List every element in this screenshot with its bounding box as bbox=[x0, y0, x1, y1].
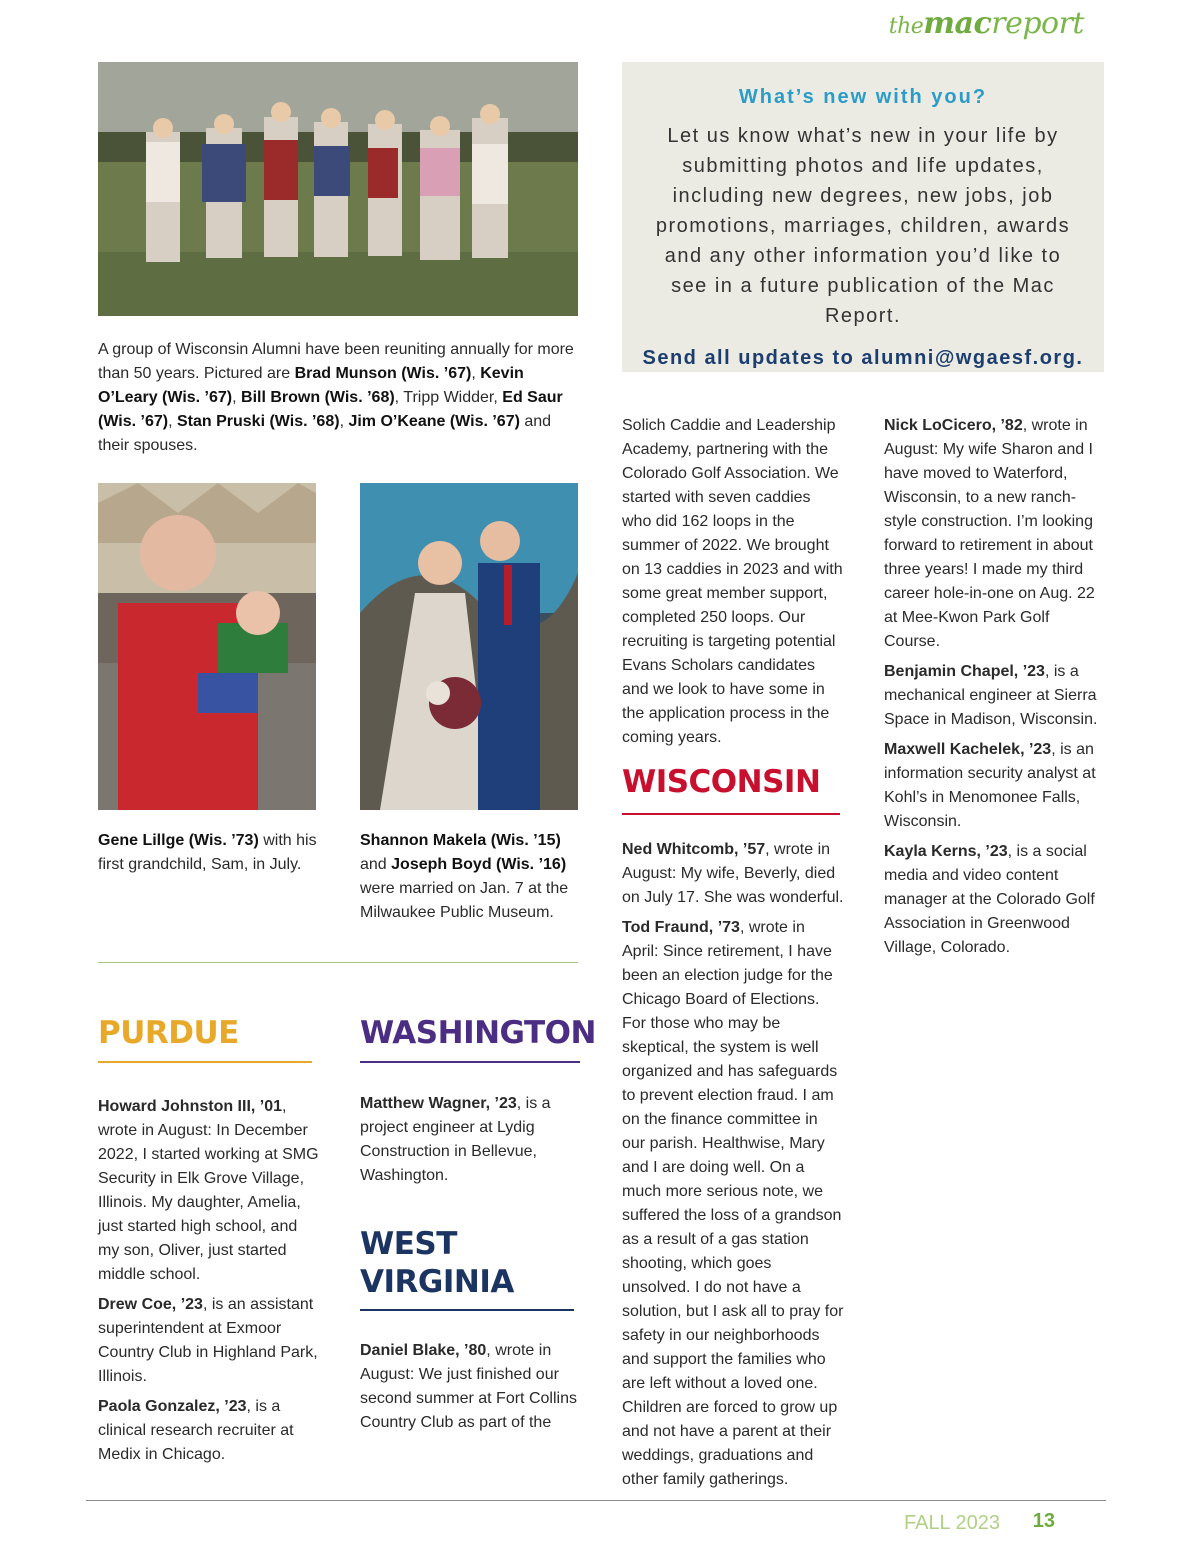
person-name: Brad Munson (Wis. ’67) bbox=[294, 365, 472, 382]
alumni-note bbox=[360, 1339, 582, 1435]
entry-text: , is an information security analyst at Kohl’s in Menomonee Falls, Wisconsin. bbox=[884, 741, 1096, 830]
masthead-logo: themacreport bbox=[888, 6, 1084, 41]
wedding-couple-photo bbox=[360, 483, 578, 810]
entry-text: and their spouses. bbox=[98, 413, 552, 454]
wisconsin-entries bbox=[622, 838, 844, 1498]
person-name: Howard Johnston III, ’01 bbox=[98, 1098, 283, 1115]
person-name: Ned Whitcomb, ’57 bbox=[622, 841, 766, 858]
person-name: Matthew Wagner, ’23 bbox=[360, 1095, 517, 1112]
entry-text: A group of Wisconsin Alumni have been reuniting annually for more than 50 years. Pictured are bbox=[98, 341, 574, 382]
entry-text: , wrote in August: We just finished our second summer at Fort Collins Country Club as part of the bbox=[360, 1342, 577, 1431]
person-name: Kevin O’Leary (Wis. ’67) bbox=[98, 365, 524, 406]
whats-new-callout bbox=[622, 62, 1104, 372]
purdue-heading-rule bbox=[98, 1061, 312, 1063]
entry-text: , is a project engineer at Lydig Construction in Bellevue, Washington. bbox=[360, 1095, 551, 1184]
wisconsin-alumni-group-photo bbox=[98, 62, 578, 316]
issue-label: FALL 2023 bbox=[903, 1512, 1000, 1534]
person-name: Maxwell Kachelek, ’23 bbox=[884, 741, 1052, 758]
entry-text: , is a clinical research recruiter at Medix in Chicago. bbox=[98, 1398, 294, 1463]
entry-text: , is a social media and video content manager at the Colorado Golf Association in Greenwood Village, Colorado. bbox=[884, 843, 1095, 956]
person-name: Gene Lillge (Wis. ’73) bbox=[98, 832, 259, 849]
alumni-note bbox=[884, 660, 1106, 732]
person-name: Drew Coe, ’23 bbox=[98, 1296, 203, 1313]
washington-heading: WASHINGTON bbox=[360, 1015, 596, 1051]
washington-heading-rule bbox=[360, 1061, 580, 1063]
entry-text: , is a mechanical engineer at Sierra Space in Madison, Wisconsin. bbox=[884, 663, 1098, 728]
entry-text: and bbox=[360, 856, 392, 873]
group-photo-caption bbox=[98, 338, 578, 458]
footer-rule bbox=[86, 1500, 1106, 1501]
alumni-note bbox=[622, 916, 844, 1492]
person-name: Tod Fraund, ’73 bbox=[622, 919, 740, 936]
entry-text: , is an assistant superintendent at Exmoor Country Club in Highland Park, Illinois. bbox=[98, 1296, 318, 1385]
alumni-note bbox=[98, 1095, 320, 1287]
section-divider bbox=[98, 962, 578, 963]
alumni-note bbox=[884, 840, 1106, 960]
wisconsin-entries-continued bbox=[884, 414, 1106, 966]
person-name: Bill Brown (Wis. ’68) bbox=[241, 389, 395, 406]
person-name: Daniel Blake, ’80 bbox=[360, 1342, 487, 1359]
entry-text: , wrote in August: In December 2022, I started working at SMG Security in Elk Grove Village, Illinois. My daughter, Amelia, just started high school, and my son, Oliver, just started middle school. bbox=[98, 1098, 319, 1283]
page-number: 13 bbox=[1032, 1510, 1055, 1532]
entry-text: , wrote in August: My wife Sharon and I have moved to Waterford, Wisconsin, to a new ranch-style construction. I’m looking forward to retirement in about three years! I made my third career hole-in-one on Aug. 22 at Mee-Kwon Park Golf Course. bbox=[884, 417, 1095, 650]
entry-text: , wrote in April: Since retirement, I have been an election judge for the Chicago Board of Elections. For those who may be skeptical, the system is well organized and has safeguards to prevent election fraud. I am on the finance committee in our parish. Healthwise, Mary and I are doing well. On a much more serious note, we suffered the loss of a grandson as a result of a gas station shooting, which goes unsolved. I do not have a solution, but I ask all to pray for safety in our neighborhoods and support the families who are left without a loved one. Children are forced to grow up and not have a parent at their weddings, graduations and other family gatherings. bbox=[622, 919, 844, 1488]
alumni-note bbox=[884, 738, 1106, 834]
alumni-note bbox=[884, 414, 1106, 654]
grandfather-with-baby-photo bbox=[98, 483, 316, 810]
washington-entries bbox=[360, 1092, 582, 1194]
west-virginia-entries bbox=[360, 1339, 582, 1441]
alumni-note bbox=[622, 838, 844, 910]
person-name: Benjamin Chapel, ’23 bbox=[884, 663, 1045, 680]
entry-text: , bbox=[232, 389, 242, 406]
person-name: Stan Pruski (Wis. ’68) bbox=[176, 413, 340, 430]
entry-text: were married on Jan. 7 at the Milwaukee Public Museum. bbox=[360, 880, 569, 921]
purdue-entries bbox=[98, 1095, 320, 1473]
daniel-blake-continuation: Solich Caddie and Leadership Academy, partnering with the Colorado Golf Association. We started with seven caddies who did 162 loops in the summer of 2022. We brought on 13 caddies in 2023 and with some great member support, completed 250 loops. Our recruiting is targeting potential Evans Scholars candidates and we look to have some in the application process in the coming years. bbox=[622, 417, 843, 746]
purdue-heading: PURDUE bbox=[98, 1015, 239, 1051]
wisconsin-heading: WISCONSIN bbox=[622, 764, 821, 800]
entry-text: , bbox=[339, 413, 349, 430]
gene-lillge-caption bbox=[98, 829, 318, 877]
entry-text: , bbox=[168, 413, 177, 430]
callout-title: What’s new with you? bbox=[738, 86, 988, 108]
alumni-note bbox=[98, 1293, 320, 1389]
entry-text: with his first grandchild, Sam, in July. bbox=[98, 832, 317, 873]
callout-send-line: Send all updates to alumni@wgaesf.org. bbox=[642, 347, 1084, 369]
person-name: Paola Gonzalez, ’23 bbox=[98, 1398, 247, 1415]
shannon-makela-caption bbox=[360, 829, 580, 925]
person-name: Jim O’Keane (Wis. ’67) bbox=[348, 413, 520, 430]
person-name: Nick LoCicero, ’82 bbox=[884, 417, 1023, 434]
person-name: Shannon Makela (Wis. ’15) bbox=[360, 832, 561, 849]
entry-text: , wrote in August: My wife, Beverly, died on July 17. She was wonderful. bbox=[622, 841, 844, 906]
alumni-note bbox=[360, 1092, 582, 1188]
person-name: Kayla Kerns, ’23 bbox=[884, 843, 1008, 860]
west-virginia-heading: WEST VIRGINIA bbox=[360, 1226, 514, 1300]
person-name: Joseph Boyd (Wis. ’16) bbox=[391, 856, 567, 873]
entry-text: , bbox=[471, 365, 481, 382]
west-virginia-heading-rule bbox=[360, 1309, 574, 1311]
entry-text: , Tripp Widder, bbox=[394, 389, 503, 406]
wisconsin-heading-rule bbox=[622, 813, 840, 815]
callout-body: Let us know what’s new in your life by submitting photos and life updates, including new degrees, new jobs, job promotions, marriages, children, awards and any other information you’d like to see in a future publication of the Mac Report. bbox=[655, 125, 1071, 327]
person-name: Ed Saur (Wis. ’67) bbox=[98, 389, 563, 430]
alumni-note bbox=[98, 1395, 320, 1467]
